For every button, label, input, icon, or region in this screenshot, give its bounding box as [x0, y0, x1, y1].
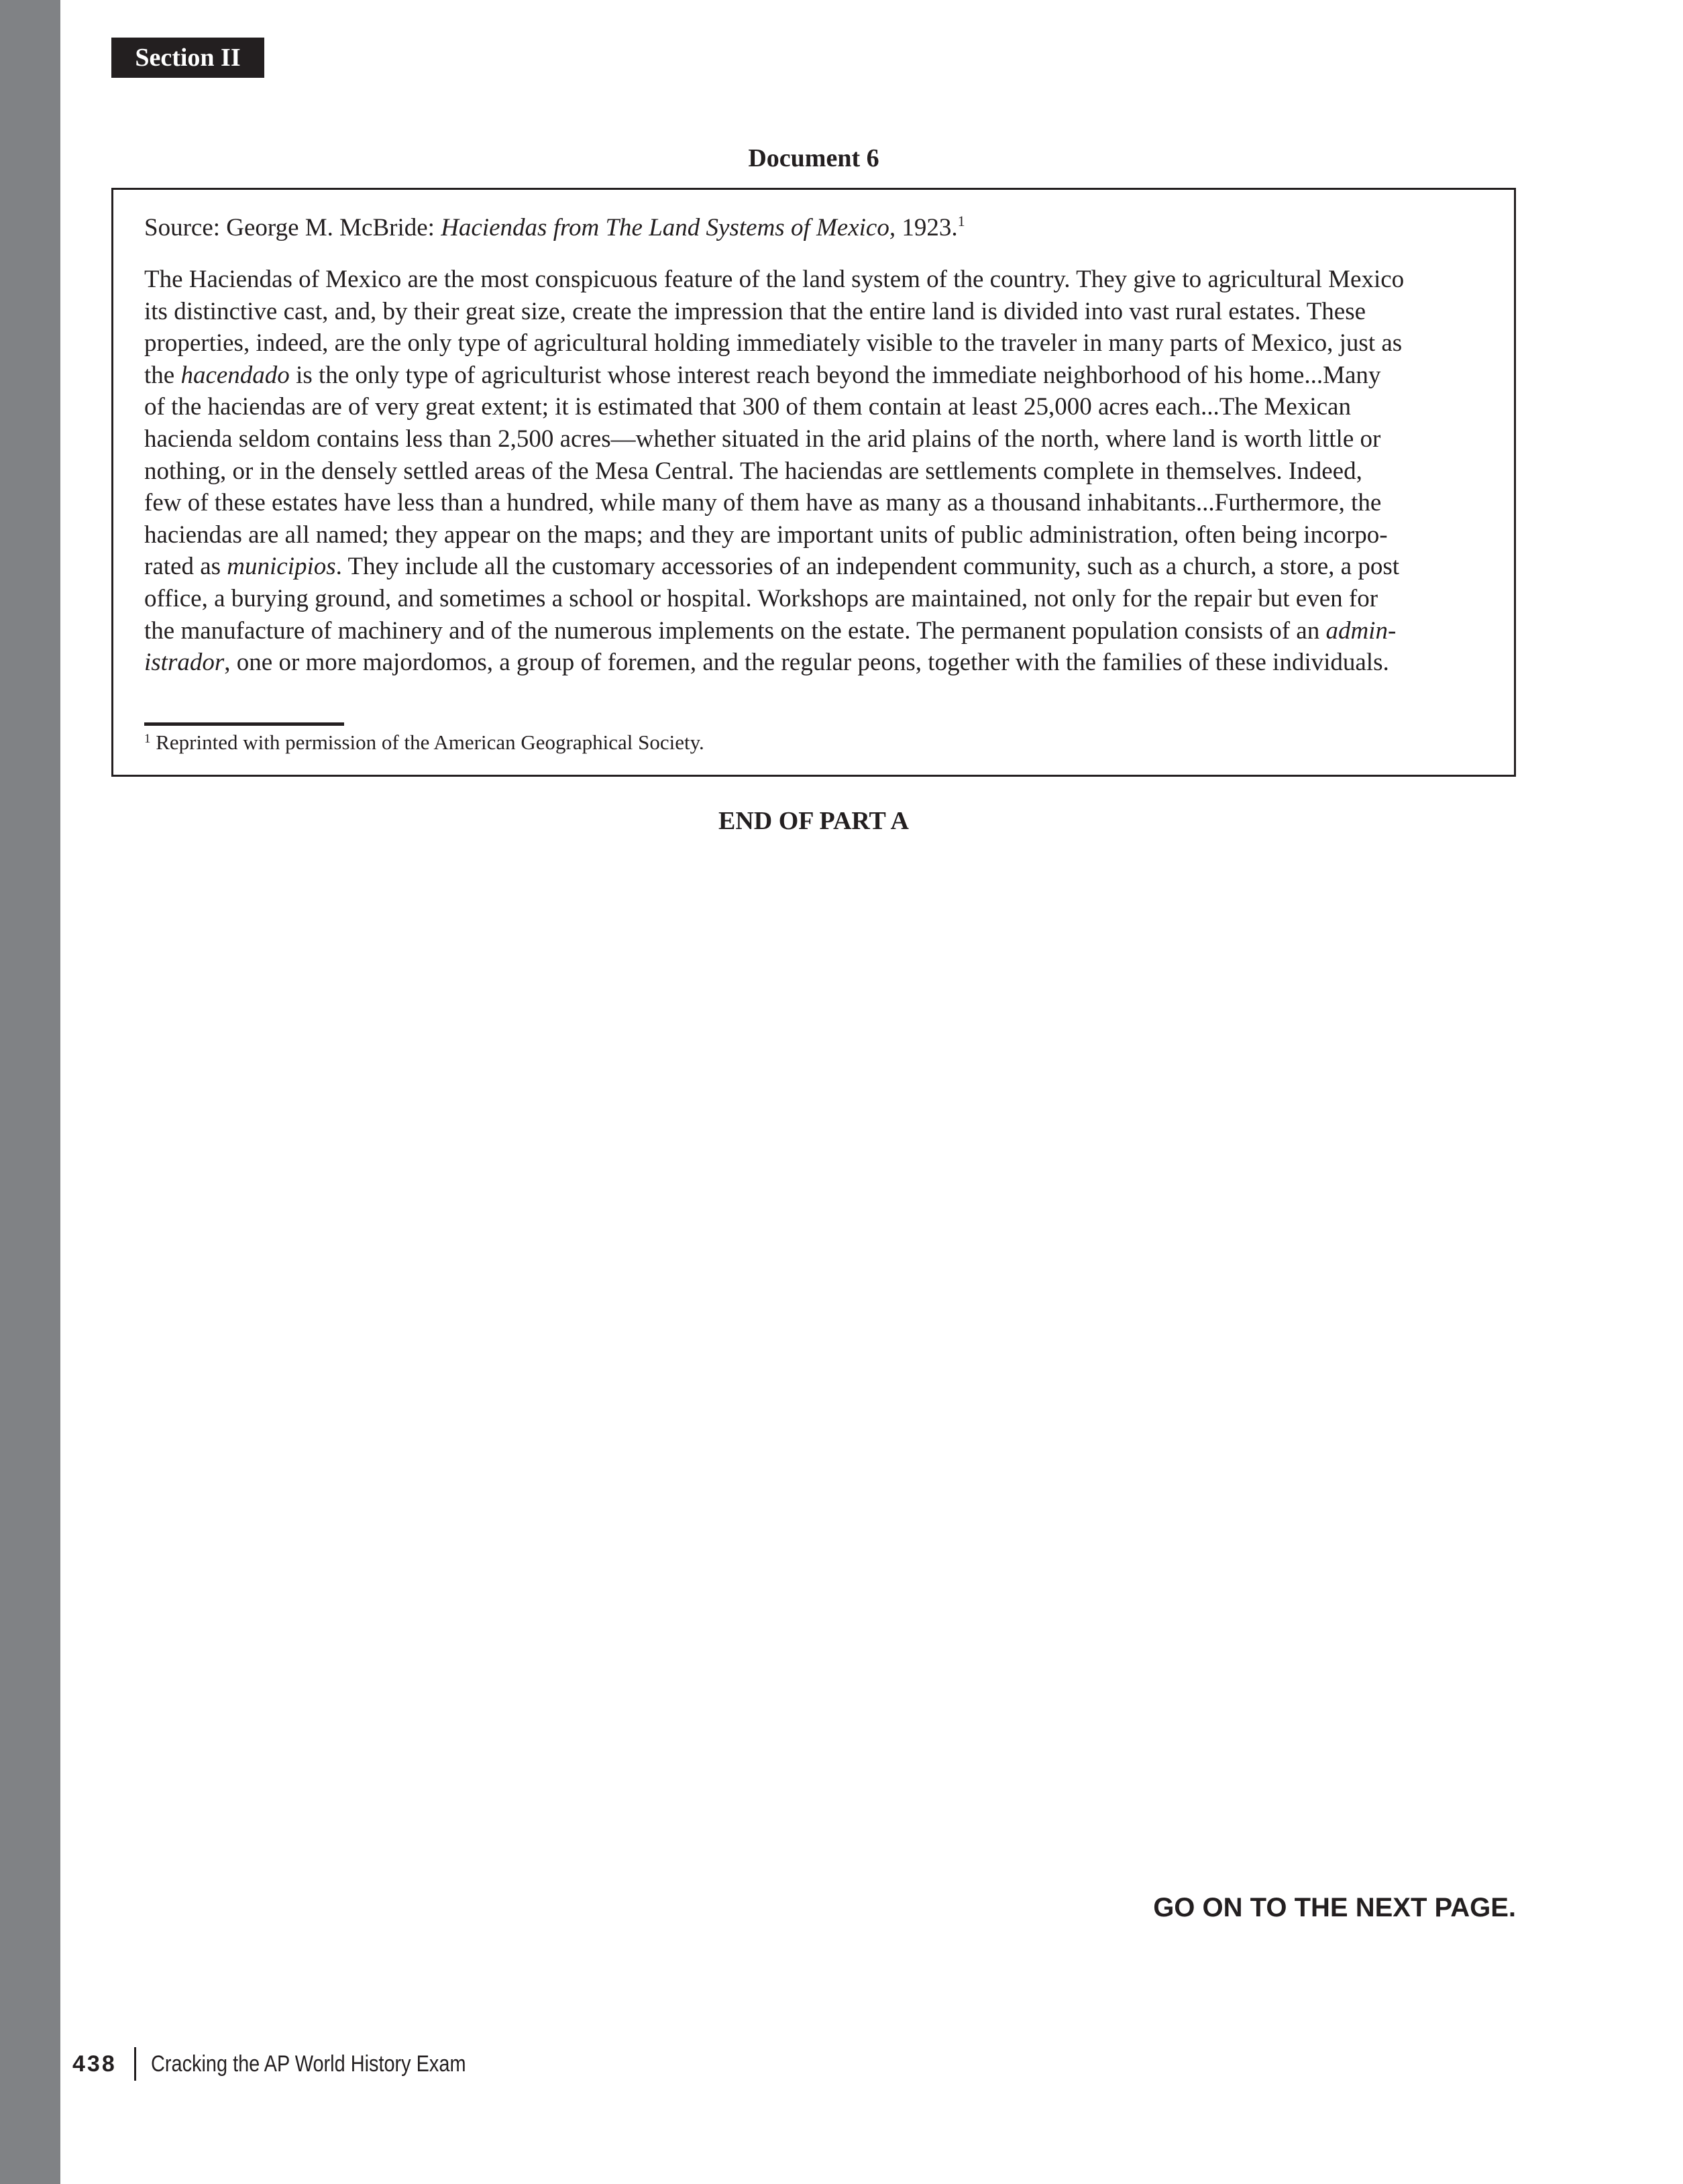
page-edge-bar	[0, 0, 60, 2184]
italic-term: hacendado	[180, 361, 290, 389]
source-year: 1923.	[895, 214, 958, 241]
body-text: . They include all the customary accessories of an independent community, such as a church, a store, a post	[335, 553, 1400, 581]
page-number: 438	[72, 2051, 117, 2077]
footnote-text: Reprinted with permission of the American Geographical Society.	[150, 730, 704, 754]
body-line	[144, 296, 1404, 328]
body-text: the manufacture of machinery and of the numerous implements on the estate. The permanent population consists of an	[144, 616, 1326, 645]
body-line	[144, 423, 1404, 455]
italic-term: municipios	[227, 553, 336, 581]
footnote-number: 1	[144, 732, 151, 746]
body-line	[144, 519, 1404, 551]
body-line	[144, 615, 1404, 647]
body-line	[144, 583, 1404, 615]
body-line	[144, 455, 1404, 488]
italic-term: admin-	[1325, 616, 1397, 645]
body-text: haciendas are all named; they appear on the maps; and they are important units of public administration, often being incorpo-	[144, 521, 1388, 549]
book-title: Cracking the AP World History Exam	[150, 2051, 466, 2077]
footnote-rule	[144, 722, 344, 726]
source-title: Haciendas from The Land Systems of Mexico,	[441, 214, 896, 241]
italic-term: istrador	[144, 649, 225, 677]
end-of-part-label: END OF PART A	[718, 807, 910, 835]
source-author: Source: George M. McBride:	[144, 214, 441, 241]
footnote-mark: 1	[957, 213, 965, 229]
document-title: Document 6	[748, 144, 879, 172]
body-text: few of these estates have less than a hundred, while many of them have as many as a thousand inhabitants...Furthermore, the	[144, 489, 1382, 517]
footer-divider	[134, 2047, 136, 2081]
document-body	[144, 264, 1404, 679]
body-text: properties, indeed, are the only type of agricultural holding immediately visible to the traveler in many parts of Mexico, just as	[144, 329, 1403, 358]
body-text: The Haciendas of Mexico are the most conspicuous feature of the land system of the country. They give to agricultural Mexico	[144, 266, 1405, 293]
page-footer	[72, 2047, 521, 2081]
body-text: , one or more majordomos, a group of foremen, and the regular peons, together with the families of these individuals.	[224, 649, 1389, 677]
body-text: of the haciendas are of very great extent; it is estimated that 300 of them contain at least 25,000 acres each...The Mexican	[144, 393, 1351, 421]
body-text: its distinctive cast, and, by their great size, create the impression that the entire land is divided into vast rural estates. These	[144, 297, 1366, 325]
body-text: is the only type of agriculturist whose interest reach beyond the immediate neighborhood of his home...Many	[289, 361, 1381, 389]
body-text: rated as	[144, 553, 227, 581]
next-page-prompt: GO ON TO THE NEXT PAGE.	[1153, 1893, 1516, 1922]
body-text: office, a burying ground, and sometimes a school or hospital. Workshops are maintained, not only for the repair but even for	[144, 584, 1378, 612]
body-line	[144, 487, 1404, 519]
body-line	[144, 360, 1404, 392]
section-label: Section II	[111, 38, 264, 78]
document-box	[111, 188, 1516, 777]
body-line	[144, 647, 1404, 679]
footnote	[144, 730, 704, 755]
source-citation	[144, 213, 965, 242]
body-line	[144, 551, 1404, 583]
body-text: nothing, or in the densely settled areas of the Mesa Central. The haciendas are settlements complete in themselves. Indeed,	[144, 457, 1362, 485]
body-text: hacienda seldom contains less than 2,500 acres—whether situated in the arid plains of the north, where land is worth little or	[144, 425, 1381, 453]
body-text: the	[144, 361, 181, 389]
body-line	[144, 391, 1404, 423]
body-line	[144, 264, 1404, 296]
body-line	[144, 327, 1404, 360]
